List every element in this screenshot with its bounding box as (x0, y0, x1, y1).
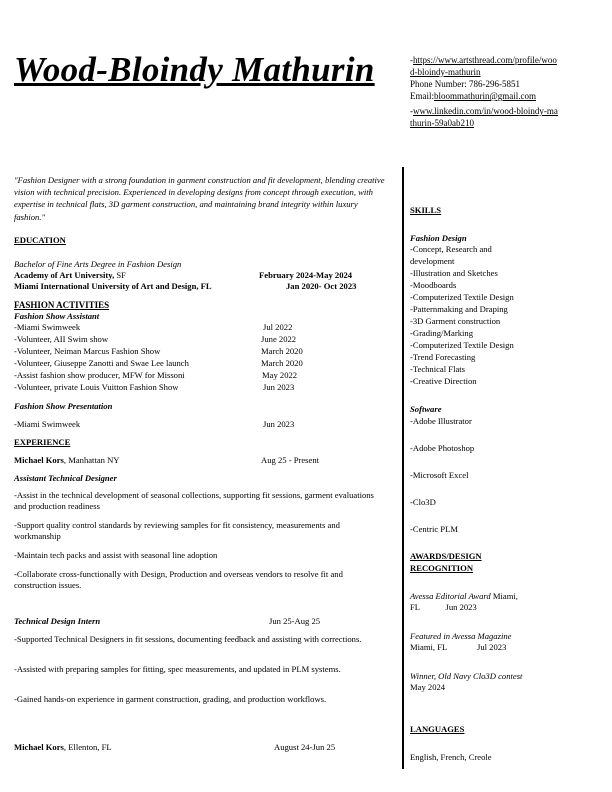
activity-date: Jul 2022 (263, 322, 293, 332)
email-link[interactable]: bloommathurin@gmail.com (434, 91, 537, 101)
degree: Bachelor of Fine Arts Degree in Fashion Design (14, 259, 182, 269)
portfolio-prefix: - (410, 55, 413, 65)
fashion-show-assistant-subheading: Fashion Show Assistant (14, 311, 100, 321)
job-company (14, 742, 112, 752)
skill-item: -Trend Forecasting (410, 352, 476, 362)
phone-number: Phone Number: 786-296-5851 (410, 79, 520, 89)
portfolio-line (410, 54, 560, 78)
school-name: Miami International University of Art and Design, FL (14, 281, 212, 291)
company-location: , Ellenton, FL (63, 742, 112, 752)
activity-date: May 2022 (262, 370, 298, 380)
company-name: Michael Kors (14, 742, 64, 752)
languages-heading: LANGUAGES (410, 724, 465, 734)
skill-item: -Illustration and Sketches (410, 268, 498, 278)
activity-date: March 2020 (261, 358, 303, 368)
activity-label: -Assist fashion show producer, MFW for Missoni (14, 370, 185, 380)
skill-item: -Grading/Marking (410, 328, 474, 338)
awards-heading: AWARDS/DESIGN RECOGNITION (410, 551, 482, 573)
activity-label: -Volunteer, Neiman Marcus Fashion Show (14, 346, 161, 356)
job-dates: Aug 25 - Present (261, 455, 319, 465)
award-date-line: Miami, FL Jul 2023 (410, 642, 507, 652)
award-date-line: FL Jun 2023 (410, 602, 477, 612)
email-line (410, 90, 560, 102)
software-item: -Adobe Photoshop (410, 443, 475, 453)
linkedin-prefix: - (410, 106, 413, 116)
portfolio-link[interactable]: https://www.artsthread.com/profile/wood-bloindy-mathurin (410, 55, 557, 77)
skill-item: -Technical Flats (410, 364, 465, 374)
presentation-date: Jun 2023 (263, 419, 295, 429)
software-item: -Microsoft Excel (410, 470, 469, 480)
award-title: Avessa Editorial Award (410, 591, 491, 601)
job-dates: August 24-Jun 25 (274, 742, 336, 752)
skill-item: -Patternmaking and Draping (410, 304, 508, 314)
job-bullet: -Supported Technical Designers in fit sessions, documenting feedback and assisting with corrections. (14, 634, 362, 644)
software-subheading: Software (410, 404, 442, 414)
skill-item: -Moodboards (410, 280, 457, 290)
fashion-design-subheading: Fashion Design (410, 233, 467, 243)
company-name: Michael Kors (14, 455, 64, 465)
activity-date: June 2022 (261, 334, 297, 344)
school-dates: Jan 2020- Oct 2023 (286, 281, 357, 291)
school-dates: February 2024-May 2024 (259, 270, 353, 280)
skill-item: -Creative Direction (410, 376, 477, 386)
fashion-activities-heading: FASHION ACTIVITIES (14, 300, 110, 310)
contact-block (410, 54, 560, 129)
award-title: Featured in Avessa Magazine (410, 631, 512, 641)
school-location: SF (114, 270, 126, 280)
job-bullet: -Support quality control standards by reviewing samples for fit consistency, measurements and workmanship (14, 520, 340, 542)
education-heading: EDUCATION (14, 235, 66, 245)
linkedin-link[interactable]: www.linkedin.com/in/wood-bloindy-mathurin-59a0ab210 (410, 106, 558, 128)
job-bullet: -Gained hands-on experience in garment construction, grading, and production workflows. (14, 694, 327, 704)
activity-date: March 2020 (261, 346, 303, 356)
software-item: -Clo3D (410, 497, 436, 507)
skills-heading: SKILLS (410, 205, 442, 215)
activity-label: -Volunteer, private Louis Vuitton Fashion Show (14, 382, 179, 392)
profile-summary: "Fashion Designer with a strong foundation in garment construction and fit development, blending creative vision with technical precision. Experienced in developing designs from concept through execution, with expertise in technical flats, 3D garment construction, and maintaining brand integrity within luxury fashion." (14, 175, 385, 222)
school-name-text: Academy of Art University, (14, 270, 115, 280)
linkedin-line (410, 105, 560, 129)
job-bullet: -Maintain tech packs and assist with seasonal line adoption (14, 550, 218, 560)
experience-heading: EXPERIENCE (14, 437, 71, 447)
school-name (14, 270, 126, 280)
award-title: Winner, Old Navy Clo3D contest (410, 671, 523, 681)
company-location: , Manhattan NY (63, 455, 120, 465)
email-label: Email: (410, 91, 434, 101)
activity-label: -Miami Swimweek (14, 322, 81, 332)
software-item: -Adobe Illustrator (410, 416, 472, 426)
languages-list: English, French, Creole (410, 752, 492, 762)
presentation-label: -Miami Swimweek (14, 419, 81, 429)
column-divider (402, 167, 404, 769)
candidate-name: Wood-Bloindy Mathurin (14, 50, 375, 89)
activity-date: Jun 2023 (263, 382, 295, 392)
fashion-show-presentation-subheading: Fashion Show Presentation (14, 401, 113, 411)
job-bullet: -Assisted with preparing samples for fitting, spec measurements, and updated in PLM systems. (14, 664, 341, 674)
skill-item: -3D Garment construction (410, 316, 501, 326)
job-title: Technical Design Intern (14, 616, 101, 626)
job-title: Assistant Technical Designer (14, 473, 117, 483)
job-dates: Jun 25-Aug 25 (269, 616, 321, 626)
award-location: Miami, (490, 591, 518, 601)
skill-item: -Computerized Textile Design (410, 340, 514, 350)
award-date-line: May 2024 (410, 682, 446, 692)
skill-item: -Computerized Textile Design (410, 292, 514, 302)
activity-label: -Volunteer, Giuseppe Zanotti and Swae Lee launch (14, 358, 189, 368)
software-item: -Centric PLM (410, 524, 458, 534)
job-bullet: -Assist in the technical development of seasonal collections, supporting fit sessions, garment evaluations and production readiness (14, 490, 374, 512)
activity-label: -Volunteer, AII Swim show (14, 334, 109, 344)
job-company (14, 455, 120, 465)
skill-item: -Concept, Research and development (410, 244, 492, 266)
job-bullet: -Collaborate cross-functionally with Design, Production and overseas vendors to resolve fit and construction issues. (14, 569, 343, 591)
